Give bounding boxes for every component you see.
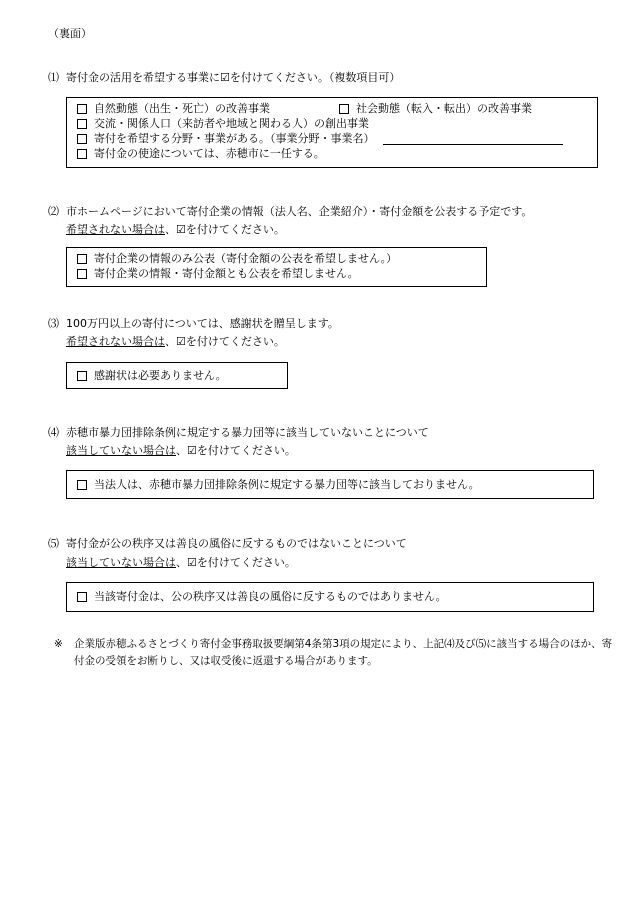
option-label: 社会動態（転入・転出）の改善事業 <box>356 101 532 115</box>
option-natural-dynamics[interactable] <box>77 102 270 116</box>
checkbox[interactable] <box>77 371 87 381</box>
question-5-text: 寄付金が公の秩序又は善良の風俗に反するものではないことについて <box>66 537 407 550</box>
question-2 <box>48 205 532 219</box>
instruction-rest: 、☑を付けてください。 <box>165 223 285 236</box>
option-label: 当法人は、赤穂市暴力団排除条例に規定する暴力団等に該当しておりません。 <box>94 477 480 491</box>
question-2-instruction <box>66 223 285 237</box>
checkbox[interactable] <box>77 592 87 602</box>
option-no-certificate[interactable] <box>77 369 227 383</box>
option-label: 交流・関係人口（来訪者や地域と関わる人）の創出事業 <box>94 116 369 130</box>
option-label: 自然動態（出生・死亡）の改善事業 <box>94 101 270 115</box>
checkbox[interactable] <box>77 480 87 490</box>
checkbox[interactable] <box>77 104 87 114</box>
option-not-gang[interactable] <box>77 478 480 492</box>
footnote <box>54 636 614 670</box>
question-1-options-box <box>66 97 598 168</box>
checkbox[interactable] <box>77 254 87 264</box>
question-3-instruction <box>66 335 285 349</box>
question-2-text: 市ホームページにおいて寄付企業の情報（法人名、企業紹介）・寄付金額を公表する予定です。 <box>66 205 533 218</box>
checkbox[interactable] <box>77 134 87 144</box>
footnote-text: 企業版赤穂ふるさとづくり寄付金事務取扱要綱第4条第3項の規定により、上記⑷及び⑸に該当する場合のほか、寄付金の受領をお断りし、又は収受後に返還する場合があります。 <box>74 638 613 667</box>
option-entrust-city[interactable] <box>77 147 325 161</box>
instruction-underlined: 希望されない場合は <box>66 223 165 236</box>
question-1-text: 寄付金の活用を希望する事業に☑を付けてください。（複数項目可） <box>66 71 401 84</box>
option-label: 寄付金の使途については、赤穂市に一任する。 <box>94 146 325 160</box>
instruction-underlined: 希望されない場合は <box>66 335 165 348</box>
instruction-rest: 、☑を付けてください。 <box>176 444 296 457</box>
option-social-dynamics[interactable] <box>339 102 532 116</box>
question-2-options-box <box>66 247 487 287</box>
page-title: （裏面） <box>48 27 92 40</box>
option-label: 寄付企業の情報・寄付金額とも公表を希望しません。 <box>94 266 359 280</box>
instruction-underlined: 該当していない場合は <box>66 444 176 457</box>
question-5-number: ⑸ <box>48 537 59 550</box>
option-specified-field[interactable] <box>77 132 563 146</box>
option-no-publication[interactable] <box>77 267 359 281</box>
checkbox[interactable] <box>339 104 349 114</box>
option-label: 感謝状は必要ありません。 <box>94 368 227 382</box>
question-3-text: 100万円以上の寄付については、感謝状を贈呈します。 <box>66 317 339 330</box>
instruction-rest: 、☑を付けてください。 <box>165 335 285 348</box>
question-4-options-box <box>66 470 594 499</box>
question-3 <box>48 317 339 331</box>
option-label: 寄付を希望する分野・事業がある。（事業分野・事業名） <box>94 131 375 145</box>
question-4-number: ⑷ <box>48 426 59 439</box>
instruction-underlined: 該当していない場合は <box>66 556 176 569</box>
option-label: 寄付企業の情報のみ公表（寄付金額の公表を希望しません。） <box>94 251 398 265</box>
checkbox[interactable] <box>77 119 87 129</box>
checkbox[interactable] <box>77 269 87 279</box>
question-3-options-box <box>66 362 288 389</box>
option-exchange-population[interactable] <box>77 117 369 131</box>
footnote-mark: ※ <box>54 638 63 650</box>
option-not-against-public-order[interactable] <box>77 590 447 604</box>
field-name-blank-line[interactable] <box>383 134 563 145</box>
option-info-only[interactable] <box>77 252 397 266</box>
question-1-number: ⑴ <box>48 71 59 84</box>
checkbox[interactable] <box>77 149 87 159</box>
question-4 <box>48 426 429 440</box>
question-5-options-box <box>66 582 594 612</box>
option-label: 当該寄付金は、公の秩序又は善良の風俗に反するものではありません。 <box>94 589 447 603</box>
instruction-rest: 、☑を付けてください。 <box>176 556 296 569</box>
question-2-number: ⑵ <box>48 205 59 218</box>
question-5 <box>48 537 407 551</box>
question-5-instruction <box>66 556 296 570</box>
question-3-number: ⑶ <box>48 317 59 330</box>
question-1 <box>48 71 400 85</box>
question-4-instruction <box>66 444 296 458</box>
question-4-text: 赤穂市暴力団排除条例に規定する暴力団等に該当していないことについて <box>66 426 429 439</box>
